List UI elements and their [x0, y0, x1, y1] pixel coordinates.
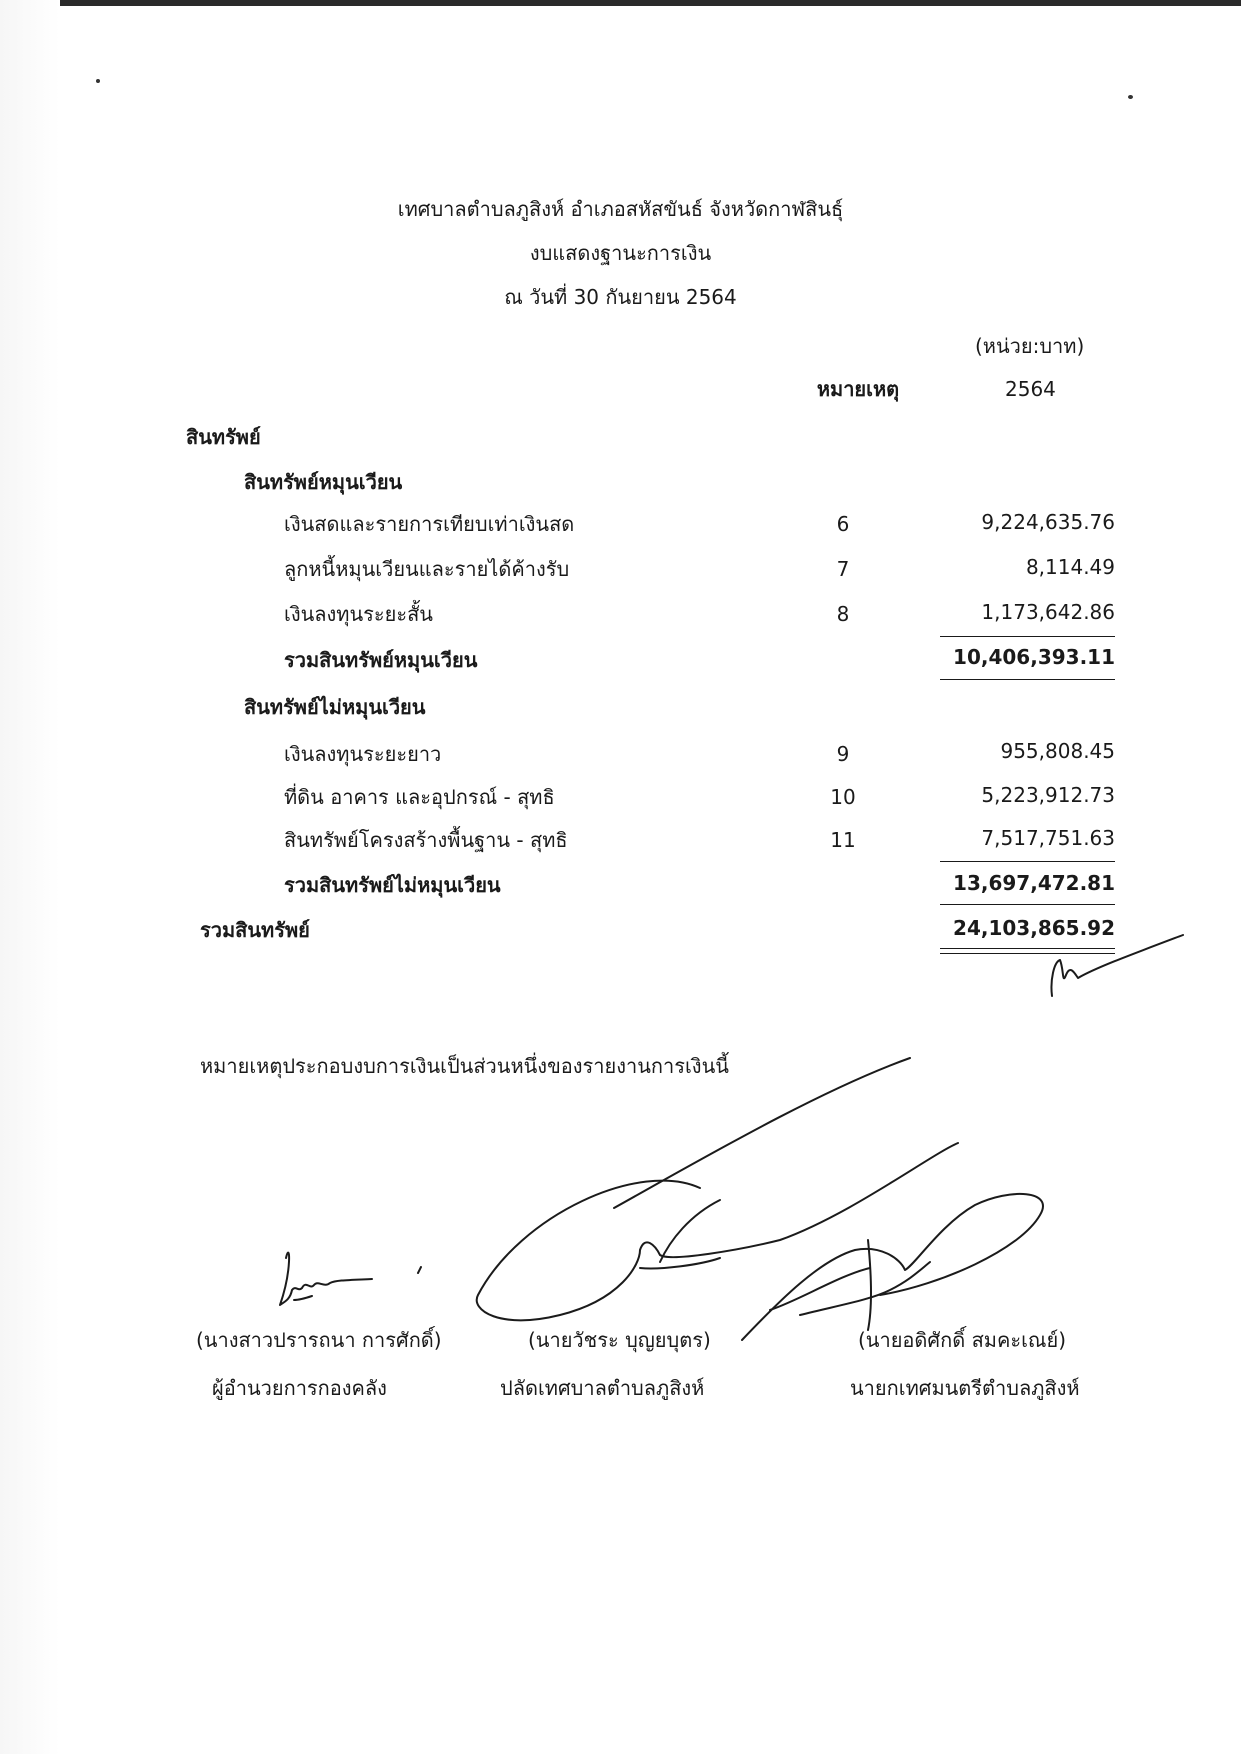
org-line: เทศบาลตำบลภูสิงห์ อำเภอสหัสขันธ์ จังหวัดกาฬสินธุ์: [397, 197, 844, 221]
row-label: ที่ดิน อาคาร และอุปกรณ์ - สุทธิ: [284, 785, 555, 809]
current-assets-title: สินทรัพย์หมุนเวียน: [244, 470, 403, 494]
statement-title: งบแสดงฐานะการเงิน: [529, 241, 712, 265]
note-column-header: หมายเหตุ: [816, 377, 900, 401]
row-amount: 9,224,635.76: [981, 510, 1115, 534]
row-amount: 7,517,751.63: [981, 826, 1115, 850]
total-assets-label: รวมสินทรัพย์: [200, 918, 310, 942]
signature-2: [614, 1058, 910, 1208]
row-amount: 955,808.45: [1000, 739, 1115, 763]
signatory-3-title: นายกเทศมนตรีตำบลภูสิงห์: [850, 1376, 1080, 1400]
current-assets-total-amount: 10,406,393.11: [953, 645, 1115, 669]
signatory-1-title: ผู้อำนวยการกองคลัง: [212, 1376, 387, 1400]
row-amount: 1,173,642.86: [981, 600, 1115, 624]
unit-label: (หน่วย:บาท): [975, 334, 1085, 358]
year-column-header: 2564: [1005, 377, 1056, 401]
row-note: 10: [830, 785, 856, 809]
signature-3: [742, 1194, 1043, 1340]
total-assets-amount: 24,103,865.92: [953, 916, 1115, 940]
as-of-date: ณ วันที่ 30 กันยายน 2564: [504, 285, 737, 309]
row-label: เงินลงทุนระยะยาว: [284, 742, 442, 766]
non-current-assets-total-label: รวมสินทรัพย์ไม่หมุนเวียน: [284, 873, 501, 897]
row-note: 7: [836, 557, 850, 581]
non-current-assets-title: สินทรัพย์ไม่หมุนเวียน: [244, 695, 426, 719]
assets-section-title: สินทรัพย์: [186, 425, 261, 449]
row-amount: 8,114.49: [1025, 555, 1115, 579]
row-label: เงินลงทุนระยะสั้น: [284, 602, 433, 626]
signatory-3-name: (นายอดิศักดิ์ สมคะเณย์): [858, 1328, 1066, 1352]
initials-mark: [1051, 935, 1183, 996]
row-label: สินทรัพย์โครงสร้างพื้นฐาน - สุทธิ: [284, 828, 568, 852]
footnote: หมายเหตุประกอบงบการเงินเป็นส่วนหนึ่งของรายงานการเงินนี้: [200, 1054, 729, 1078]
row-note: 11: [830, 828, 856, 852]
row-amount: 5,223,912.73: [981, 783, 1115, 807]
signature-1: [280, 1253, 372, 1305]
row-label: เงินสดและรายการเทียบเท่าเงินสด: [284, 512, 575, 536]
row-note: 6: [836, 512, 850, 536]
non-current-assets-total-amount: 13,697,472.81: [953, 871, 1115, 895]
row-note: 9: [836, 742, 850, 766]
signatory-1-name: (นางสาวปรารถนา การศักดิ์): [196, 1328, 442, 1352]
signatory-2-title: ปลัดเทศบาลตำบลภูสิงห์: [500, 1376, 705, 1400]
row-label: ลูกหนี้หมุนเวียนและรายได้ค้างรับ: [284, 557, 570, 581]
row-note: 8: [836, 602, 850, 626]
signatory-2-name: (นายวัชระ บุญยบุตร): [528, 1328, 711, 1352]
current-assets-total-label: รวมสินทรัพย์หมุนเวียน: [284, 648, 478, 672]
